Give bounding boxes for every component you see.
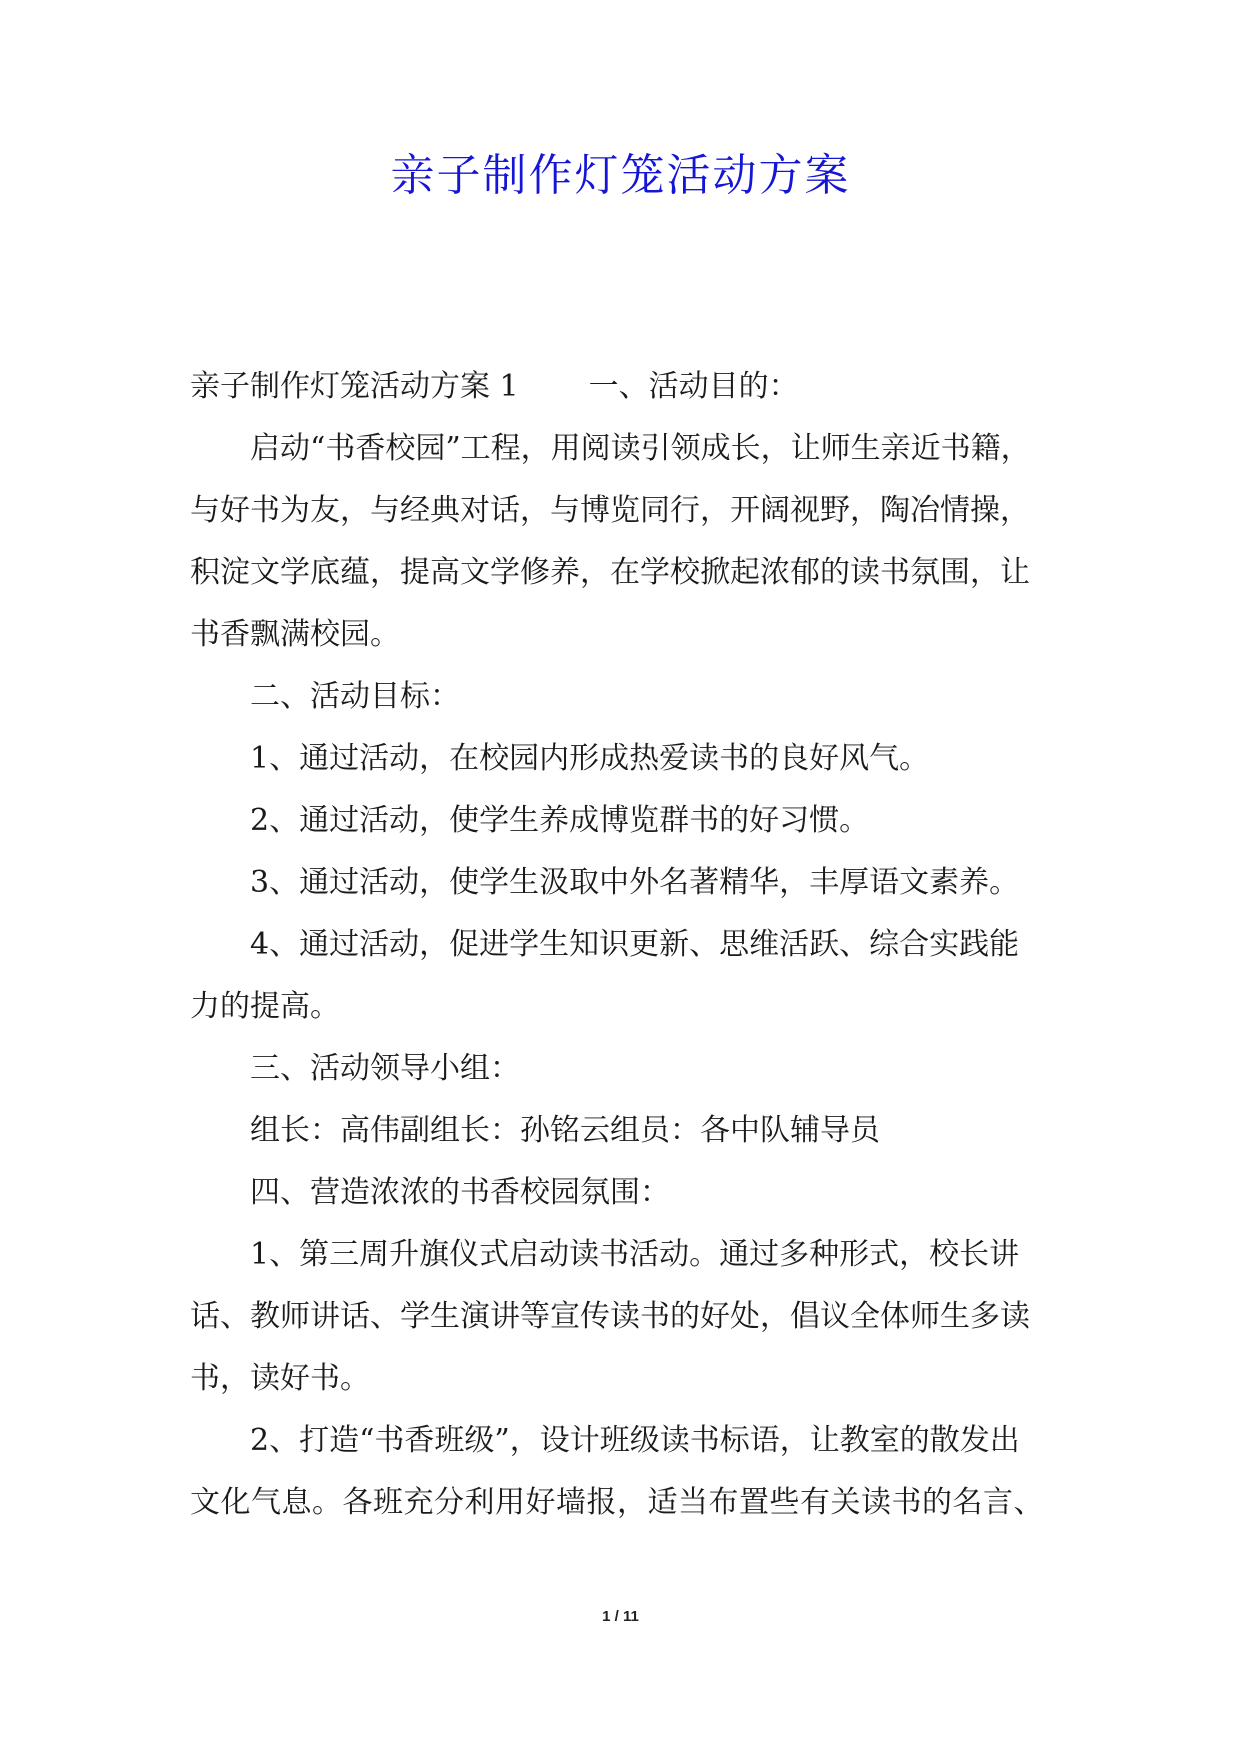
section-heading: 四、营造浓浓的书香校园氛围： [250,1175,670,1210]
paragraph-line: 书，读好书。 [190,1361,370,1396]
list-item: 2、打造“书香班级”，设计班级读书标语，让教室的散发出 [250,1423,1020,1458]
paragraph-line [190,356,1070,418]
page-indicator: 1 / 11 [602,1608,639,1625]
list-item: 4、通过活动，促进学生知识更新、思维活跃、综合实践能 [250,927,1020,962]
list-item: 1、通过活动，在校园内形成热爱读书的良好风气。 [250,741,930,776]
paragraph-line: 组长：高伟副组长：孙铭云组员：各中队辅导员 [250,1113,880,1148]
page-title: 亲子制作灯笼活动方案 [390,150,851,201]
section-heading: 二、活动目标： [250,679,460,714]
paragraph-line: 积淀文学底蕴，提高文学修养，在学校掀起浓郁的读书氛围，让 [190,555,1030,590]
paragraph-line: 启动“书香校园”工程，用阅读引领成长，让师生亲近书籍， [250,431,1031,466]
list-item: 2、通过活动，使学生养成博览群书的好习惯。 [250,803,870,838]
list-item: 1、第三周升旗仪式启动读书活动。通过多种形式，校长讲 [250,1237,1020,1272]
paragraph-line: 书香飘满校园。 [190,617,400,652]
document-body [190,356,1070,1534]
paragraph-line: 与好书为友，与经典对话，与博览同行，开阔视野，陶冶情操， [190,493,1030,528]
section-heading: 亲子制作灯笼活动方案 1 [190,369,519,404]
section-heading: 一、活动目的： [588,369,799,404]
list-item: 3、通过活动，使学生汲取中外名著精华，丰厚语文素养。 [250,865,1020,900]
paragraph-line: 力的提高。 [190,989,340,1024]
section-heading: 三、活动领导小组： [250,1051,520,1086]
paragraph-line: 文化气息。各班充分利用好墙报，适当布置些有关读书的名言、 [190,1485,1044,1520]
paragraph-line: 话、教师讲话、学生演讲等宣传读书的好处，倡议全体师生多读 [190,1299,1030,1334]
